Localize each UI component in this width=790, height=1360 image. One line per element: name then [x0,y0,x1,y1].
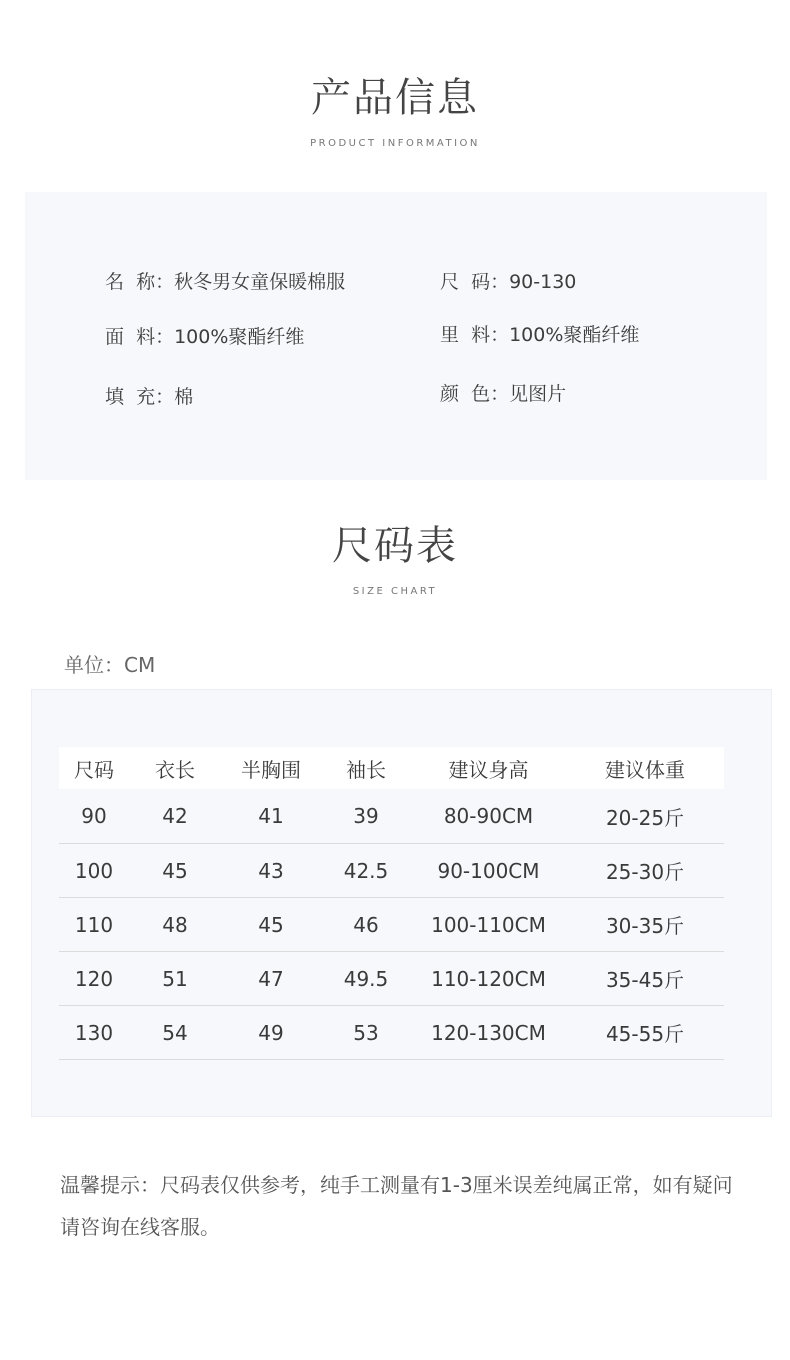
table-cell: 30-35斤 [566,898,724,952]
table-cell: 48 [129,898,221,952]
table-cell: 120-130CM [411,1006,566,1060]
table-cell: 43 [221,844,321,898]
unit-label: 单位：CM [64,653,156,677]
header-sleeve: 袖长 [321,747,411,789]
table-cell: 100-110CM [411,898,566,952]
info-field-name [105,267,345,294]
info-field-filling [105,382,193,409]
table-cell: 90 [59,789,129,844]
info-value: 100%聚酯纤维 [174,326,305,348]
table-cell: 45 [129,844,221,898]
table-cell: 20-25斤 [566,789,724,844]
table-header-row [59,747,724,789]
header-size: 尺码 [59,747,129,789]
product-info-panel [25,192,767,480]
info-field-color [440,379,566,406]
size-note: 温馨提示：尺码表仅供参考，纯手工测量有1-3厘米误差纯属正常，如有疑问请咨询在线客服。 [60,1173,733,1239]
table-cell: 54 [129,1006,221,1060]
info-field-fabric [105,322,304,349]
size-table [59,747,724,1060]
table-cell: 45 [221,898,321,952]
info-label: 填 充： [105,386,175,408]
table-cell: 25-30斤 [566,844,724,898]
info-label: 颜 色： [440,383,510,405]
info-field-lining [440,320,639,347]
table-cell: 80-90CM [411,789,566,844]
table-cell: 51 [129,952,221,1006]
info-label: 里 料： [440,324,510,346]
header-half-chest: 半胸围 [221,747,321,789]
table-cell: 42 [129,789,221,844]
product-info-subtitle: PRODUCT INFORMATION [310,138,480,149]
table-cell: 110 [59,898,129,952]
table-cell: 41 [221,789,321,844]
size-chart-panel [31,689,772,1117]
product-info-title: 产品信息 [311,75,479,121]
info-value: 棉 [174,386,194,408]
info-field-size [440,267,576,294]
table-cell: 110-120CM [411,952,566,1006]
table-row [59,898,724,952]
table-cell: 53 [321,1006,411,1060]
info-value: 90-130 [509,271,577,293]
header-length: 衣长 [129,747,221,789]
table-cell: 42.5 [321,844,411,898]
table-cell: 46 [321,898,411,952]
table-cell: 35-45斤 [566,952,724,1006]
info-value: 100%聚酯纤维 [509,324,640,346]
info-value: 见图片 [509,383,567,405]
table-row [59,844,724,898]
table-cell: 49 [221,1006,321,1060]
size-chart-subtitle: SIZE CHART [352,586,438,597]
size-chart-title: 尺码表 [332,523,458,569]
table-cell: 49.5 [321,952,411,1006]
table-row [59,1006,724,1060]
table-cell: 100 [59,844,129,898]
info-label: 名 称： [105,271,175,293]
table-cell: 130 [59,1006,129,1060]
info-value: 秋冬男女童保暖棉服 [174,271,346,293]
table-cell: 120 [59,952,129,1006]
info-label: 尺 码： [440,271,510,293]
table-cell: 90-100CM [411,844,566,898]
header-height: 建议身高 [411,747,566,789]
info-label: 面 料： [105,326,175,348]
table-cell: 45-55斤 [566,1006,724,1060]
table-row [59,952,724,1006]
table-cell: 47 [221,952,321,1006]
header-weight: 建议体重 [566,747,724,789]
table-row [59,789,724,844]
table-cell: 39 [321,789,411,844]
